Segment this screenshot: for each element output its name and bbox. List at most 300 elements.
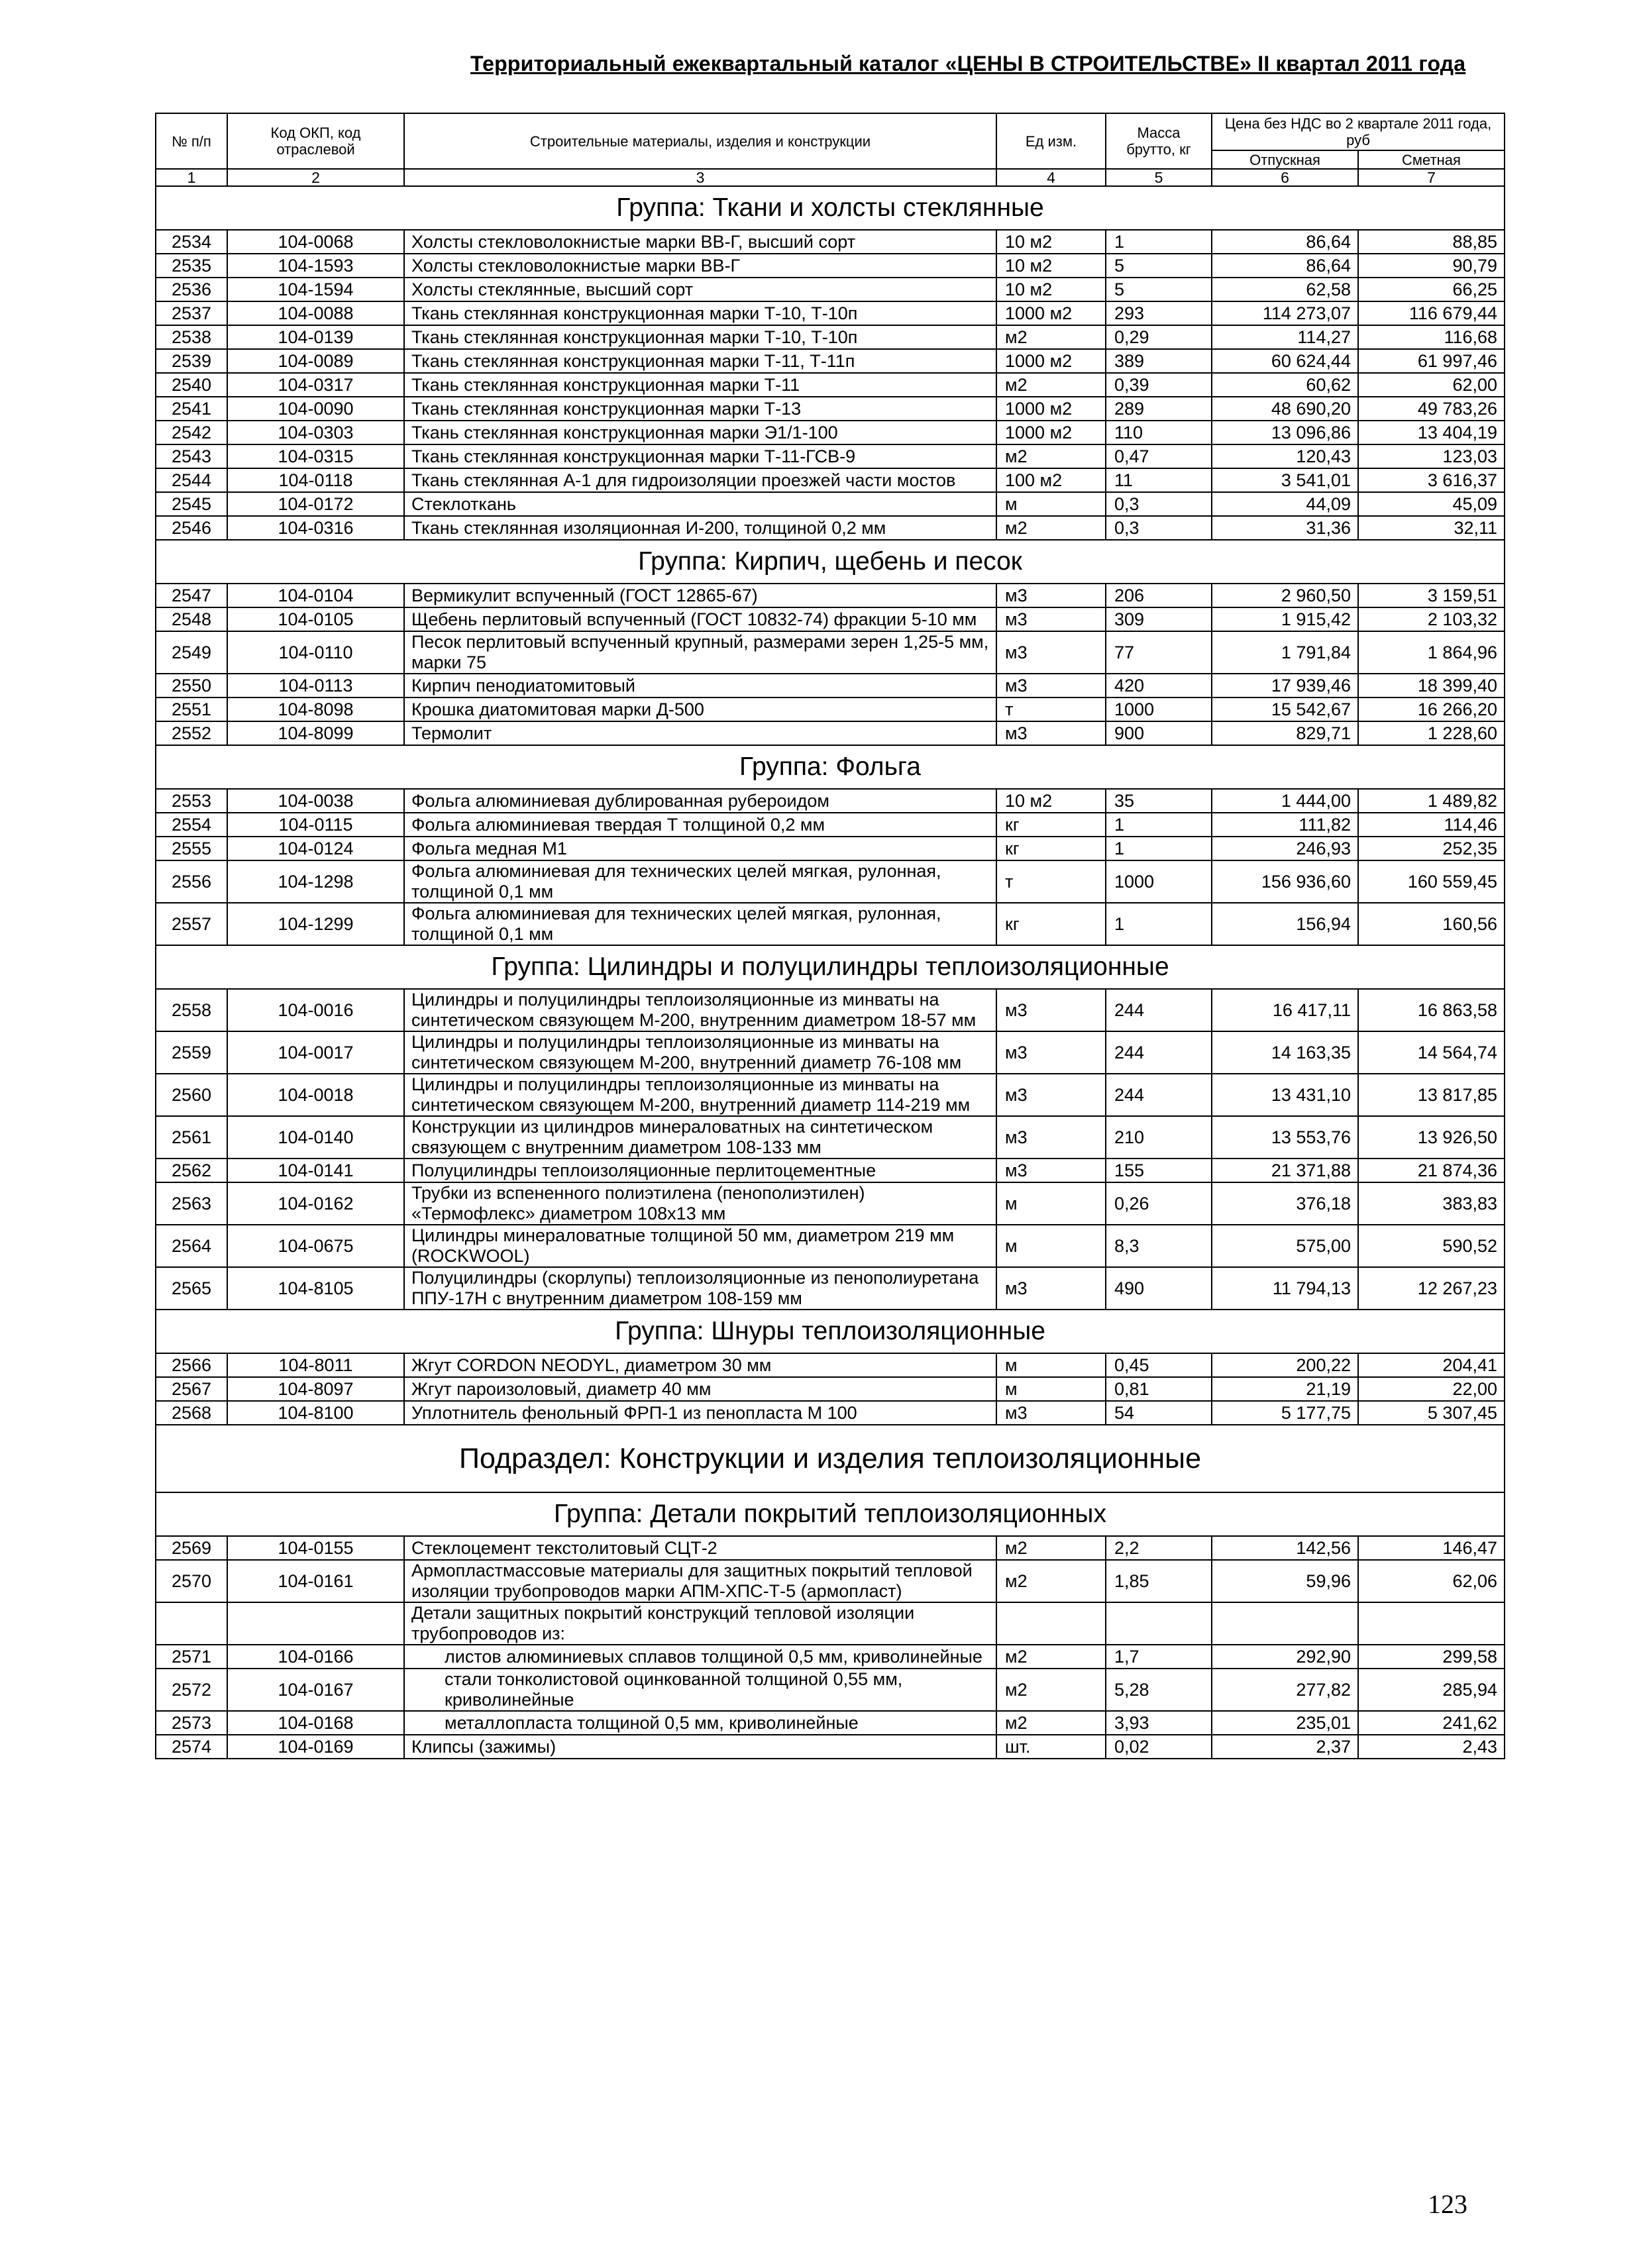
unit-cell: кг xyxy=(996,813,1106,837)
row-number-cell: 2555 xyxy=(156,837,227,860)
table-row xyxy=(156,301,1505,325)
name-cell: металлопласта толщиной 0,5 мм, криволинейные xyxy=(404,1711,996,1735)
table-row xyxy=(156,697,1505,721)
col-number: 5 xyxy=(1106,169,1212,186)
mass-cell: 1000 xyxy=(1106,860,1212,903)
price-estimate-cell: 16 266,20 xyxy=(1358,697,1505,721)
name-cell: Ткань стеклянная конструкционная марки Т-10, Т-10п xyxy=(404,301,996,325)
mass-cell: 0,26 xyxy=(1106,1182,1212,1225)
mass-cell: 244 xyxy=(1106,1074,1212,1116)
price-release-cell: 235,01 xyxy=(1212,1711,1358,1735)
table-row xyxy=(156,989,1505,1031)
code-cell: 104-1593 xyxy=(227,254,404,278)
mass-cell: 5,28 xyxy=(1106,1669,1212,1711)
code-cell: 104-0113 xyxy=(227,674,404,697)
table-row xyxy=(156,1669,1505,1711)
name-cell: Армопластмассовые материалы для защитных покрытий тепловой изоляции трубопроводов марки АПМ-ХПС-Т-5 (армопласт) xyxy=(404,1560,996,1602)
row-number-cell: 2534 xyxy=(156,230,227,254)
name-cell: Термолит xyxy=(404,721,996,745)
code-cell: 104-0115 xyxy=(227,813,404,837)
mass-cell: 2,2 xyxy=(1106,1536,1212,1560)
price-estimate-cell: 12 267,23 xyxy=(1358,1267,1505,1310)
table-row xyxy=(156,1074,1505,1116)
price-release-cell: 1 444,00 xyxy=(1212,789,1358,813)
row-number-cell: 2570 xyxy=(156,1560,227,1602)
unit-cell: м2 xyxy=(996,1711,1106,1735)
name-cell: Фольга алюминиевая твердая Т толщиной 0,2 мм xyxy=(404,813,996,837)
col-unit-header: Ед изм. xyxy=(996,113,1106,169)
row-number-cell: 2560 xyxy=(156,1074,227,1116)
code-cell: 104-8097 xyxy=(227,1377,404,1401)
price-estimate-cell: 49 783,26 xyxy=(1358,397,1505,421)
table-row xyxy=(156,1267,1505,1310)
table-row xyxy=(156,674,1505,697)
group-row xyxy=(156,186,1505,230)
table-row xyxy=(156,325,1505,349)
unit-cell: м3 xyxy=(996,1267,1106,1310)
name-cell: стали тонколистовой оцинкованной толщиной 0,55 мм, криволинейные xyxy=(404,1669,996,1711)
name-cell: Цилиндры и полуцилиндры теплоизоляционные из минваты на синтетическом связующем М-200, внутренний диаметр 76-108 мм xyxy=(404,1031,996,1074)
col-number: 4 xyxy=(996,169,1106,186)
price-estimate-cell: 5 307,45 xyxy=(1358,1401,1505,1425)
unit-cell: т xyxy=(996,697,1106,721)
row-number-cell: 2562 xyxy=(156,1159,227,1182)
price-estimate-cell: 13 404,19 xyxy=(1358,421,1505,444)
name-cell: Конструкции из цилиндров минераловатных на синтетическом связующем с внутренним диаметром 108-133 мм xyxy=(404,1116,996,1159)
unit-cell: м2 xyxy=(996,1536,1106,1560)
price-estimate-cell: 66,25 xyxy=(1358,278,1505,301)
mass-cell: 35 xyxy=(1106,789,1212,813)
code-cell: 104-0162 xyxy=(227,1182,404,1225)
unit-cell: м3 xyxy=(996,631,1106,674)
table-row xyxy=(156,1159,1505,1182)
table-row xyxy=(156,1182,1505,1225)
mass-cell: 210 xyxy=(1106,1116,1212,1159)
row-number-cell: 2546 xyxy=(156,516,227,540)
mass-cell: 1 xyxy=(1106,813,1212,837)
table-row xyxy=(156,349,1505,373)
name-cell: Песок перлитовый вспученный крупный, размерами зерен 1,25-5 мм, марки 75 xyxy=(404,631,996,674)
mass-cell: 244 xyxy=(1106,989,1212,1031)
price-estimate-cell: 16 863,58 xyxy=(1358,989,1505,1031)
code-cell: 104-0315 xyxy=(227,444,404,468)
unit-cell: м3 xyxy=(996,674,1106,697)
price-estimate-cell: 62,00 xyxy=(1358,373,1505,397)
mass-cell: 1,7 xyxy=(1106,1645,1212,1669)
price-estimate-cell: 3 159,51 xyxy=(1358,584,1505,607)
price-release-cell: 575,00 xyxy=(1212,1225,1358,1267)
name-cell: Ткань стеклянная конструкционная марки Т-11-ГСВ-9 xyxy=(404,444,996,468)
row-number-cell: 2559 xyxy=(156,1031,227,1074)
mass-cell: 244 xyxy=(1106,1031,1212,1074)
table-row xyxy=(156,813,1505,837)
unit-cell: м xyxy=(996,1377,1106,1401)
mass-cell: 0,29 xyxy=(1106,325,1212,349)
code-cell: 104-0675 xyxy=(227,1225,404,1267)
price-release-cell: 5 177,75 xyxy=(1212,1401,1358,1425)
row-number-cell: 2566 xyxy=(156,1353,227,1377)
table-row xyxy=(156,721,1505,745)
name-cell: Стеклоткань xyxy=(404,492,996,516)
unit-cell: м xyxy=(996,1225,1106,1267)
code-cell: 104-0118 xyxy=(227,468,404,492)
code-cell: 104-0018 xyxy=(227,1074,404,1116)
price-release-cell: 31,36 xyxy=(1212,516,1358,540)
mass-cell: 0,81 xyxy=(1106,1377,1212,1401)
price-release-cell: 246,93 xyxy=(1212,837,1358,860)
code-cell: 104-0088 xyxy=(227,301,404,325)
mass-cell: 110 xyxy=(1106,421,1212,444)
unit-cell: шт. xyxy=(996,1735,1106,1759)
code-cell: 104-8100 xyxy=(227,1401,404,1425)
subsection-title: Подраздел: Конструкции и изделия теплоизоляционные xyxy=(156,1425,1505,1492)
price-estimate-cell: 18 399,40 xyxy=(1358,674,1505,697)
mass-cell: 293 xyxy=(1106,301,1212,325)
table-row xyxy=(156,1711,1505,1735)
row-number-cell: 2558 xyxy=(156,989,227,1031)
mass-cell: 11 xyxy=(1106,468,1212,492)
mass-cell: 289 xyxy=(1106,397,1212,421)
name-cell: Кирпич пенодиатомитовый xyxy=(404,674,996,697)
price-table xyxy=(155,113,1505,1759)
row-number-cell: 2574 xyxy=(156,1735,227,1759)
name-cell: Холсты стекловолокнистые марки ВВ-Г xyxy=(404,254,996,278)
code-cell: 104-0090 xyxy=(227,397,404,421)
group-row xyxy=(156,1492,1505,1536)
unit-cell: м2 xyxy=(996,325,1106,349)
table-row xyxy=(156,1401,1505,1425)
price-estimate-cell: 3 616,37 xyxy=(1358,468,1505,492)
unit-cell: м2 xyxy=(996,1645,1106,1669)
table-row xyxy=(156,1645,1505,1669)
name-cell: Фольга алюминиевая для технических целей мягкая, рулонная, толщиной 0,1 мм xyxy=(404,860,996,903)
page-number: 123 xyxy=(1428,2189,1467,2219)
table-row xyxy=(156,278,1505,301)
table-row xyxy=(156,516,1505,540)
group-row xyxy=(156,1310,1505,1353)
price-estimate-cell: 285,94 xyxy=(1358,1669,1505,1711)
price-release-cell: 62,58 xyxy=(1212,278,1358,301)
code-cell: 104-8105 xyxy=(227,1267,404,1310)
name-cell: Холсты стекловолокнистые марки ВВ-Г, высший сорт xyxy=(404,230,996,254)
col-number: 3 xyxy=(404,169,996,186)
name-cell: Вермикулит вспученный (ГОСТ 12865-67) xyxy=(404,584,996,607)
price-release-cell: 48 690,20 xyxy=(1212,397,1358,421)
table-row xyxy=(156,903,1505,945)
table-row xyxy=(156,1353,1505,1377)
unit-cell: 1000 м2 xyxy=(996,421,1106,444)
mass-cell: 0,39 xyxy=(1106,373,1212,397)
row-number-cell: 2564 xyxy=(156,1225,227,1267)
price-release-cell: 292,90 xyxy=(1212,1645,1358,1669)
price-estimate-cell: 1 864,96 xyxy=(1358,631,1505,674)
col-number: 2 xyxy=(227,169,404,186)
unit-cell: м3 xyxy=(996,1074,1106,1116)
price-estimate-cell: 123,03 xyxy=(1358,444,1505,468)
row-number-cell: 2557 xyxy=(156,903,227,945)
unit-cell: кг xyxy=(996,903,1106,945)
group-title: Группа: Шнуры теплоизоляционные xyxy=(156,1310,1505,1353)
table-row xyxy=(156,584,1505,607)
table-row xyxy=(156,1536,1505,1560)
price-estimate-cell: 13 926,50 xyxy=(1358,1116,1505,1159)
price-estimate-cell: 299,58 xyxy=(1358,1645,1505,1669)
code-cell: 104-0016 xyxy=(227,989,404,1031)
mass-cell: 1000 xyxy=(1106,697,1212,721)
row-number-cell: 2549 xyxy=(156,631,227,674)
price-release-cell: 13 553,76 xyxy=(1212,1116,1358,1159)
unit-cell: м2 xyxy=(996,516,1106,540)
unit-cell xyxy=(996,1602,1106,1645)
name-cell: Ткань стеклянная изоляционная И-200, толщиной 0,2 мм xyxy=(404,516,996,540)
price-estimate-cell: 160 559,45 xyxy=(1358,860,1505,903)
mass-cell: 420 xyxy=(1106,674,1212,697)
table-row xyxy=(156,1116,1505,1159)
mass-cell: 5 xyxy=(1106,254,1212,278)
price-release-cell: 2,37 xyxy=(1212,1735,1358,1759)
row-number-cell: 2572 xyxy=(156,1669,227,1711)
unit-cell: м3 xyxy=(996,1401,1106,1425)
table-row xyxy=(156,631,1505,674)
table-row xyxy=(156,254,1505,278)
name-cell: Полуцилиндры (скорлупы) теплоизоляционные из пенополиуретана ППУ-17Н с внутренним диаметром 108-159 мм xyxy=(404,1267,996,1310)
group-row xyxy=(156,945,1505,989)
row-number-cell: 2567 xyxy=(156,1377,227,1401)
price-estimate-cell: 160,56 xyxy=(1358,903,1505,945)
table-row xyxy=(156,230,1505,254)
col-price-estimate-header: Сметная xyxy=(1358,150,1505,169)
name-cell: Ткань стеклянная А-1 для гидроизоляции проезжей части мостов xyxy=(404,468,996,492)
name-cell: Щебень перлитовый вспученный (ГОСТ 10832-74) фракции 5-10 мм xyxy=(404,607,996,631)
unit-cell: 10 м2 xyxy=(996,254,1106,278)
row-number-cell: 2553 xyxy=(156,789,227,813)
code-cell: 104-0038 xyxy=(227,789,404,813)
code-cell: 104-0161 xyxy=(227,1560,404,1602)
name-cell: Крошка диатомитовая марки Д-500 xyxy=(404,697,996,721)
unit-cell: м xyxy=(996,1182,1106,1225)
row-number-cell: 2538 xyxy=(156,325,227,349)
table-row xyxy=(156,607,1505,631)
name-cell: Ткань стеклянная конструкционная марки Э1/1-100 xyxy=(404,421,996,444)
price-release-cell: 1 791,84 xyxy=(1212,631,1358,674)
row-number-cell: 2551 xyxy=(156,697,227,721)
code-cell: 104-1594 xyxy=(227,278,404,301)
code-cell: 104-0155 xyxy=(227,1536,404,1560)
name-cell: Ткань стеклянная конструкционная марки Т-10, Т-10п xyxy=(404,325,996,349)
code-cell: 104-0316 xyxy=(227,516,404,540)
price-estimate-cell: 146,47 xyxy=(1358,1536,1505,1560)
price-release-cell: 16 417,11 xyxy=(1212,989,1358,1031)
row-number-cell: 2571 xyxy=(156,1645,227,1669)
code-cell: 104-0017 xyxy=(227,1031,404,1074)
name-cell: Детали защитных покрытий конструкций тепловой изоляции трубопроводов из: xyxy=(404,1602,996,1645)
name-cell: Стеклоцемент текстолитовый СЦТ-2 xyxy=(404,1536,996,1560)
row-number-cell: 2569 xyxy=(156,1536,227,1560)
group-title: Группа: Фольга xyxy=(156,745,1505,789)
col-number: 6 xyxy=(1212,169,1358,186)
row-number-cell: 2554 xyxy=(156,813,227,837)
row-number-cell: 2543 xyxy=(156,444,227,468)
code-cell: 104-0166 xyxy=(227,1645,404,1669)
row-number-cell: 2540 xyxy=(156,373,227,397)
price-release-cell: 86,64 xyxy=(1212,254,1358,278)
row-number-cell: 2548 xyxy=(156,607,227,631)
col-number: 7 xyxy=(1358,169,1505,186)
price-estimate-cell: 21 874,36 xyxy=(1358,1159,1505,1182)
unit-cell: м3 xyxy=(996,607,1106,631)
price-release-cell: 156 936,60 xyxy=(1212,860,1358,903)
name-cell: Ткань стеклянная конструкционная марки Т-11 xyxy=(404,373,996,397)
price-release-cell: 200,22 xyxy=(1212,1353,1358,1377)
name-cell: Жгут пароизоловый, диаметр 40 мм xyxy=(404,1377,996,1401)
mass-cell: 0,3 xyxy=(1106,516,1212,540)
col-price-group-header: Цена без НДС во 2 квартале 2011 года, руб xyxy=(1212,113,1505,150)
unit-cell: 1000 м2 xyxy=(996,301,1106,325)
row-number-cell: 2537 xyxy=(156,301,227,325)
price-release-cell: 13 096,86 xyxy=(1212,421,1358,444)
table-row xyxy=(156,1377,1505,1401)
code-cell: 104-1299 xyxy=(227,903,404,945)
unit-cell: 1000 м2 xyxy=(996,349,1106,373)
group-row xyxy=(156,745,1505,789)
name-cell: листов алюминиевых сплавов толщиной 0,5 мм, криволинейные xyxy=(404,1645,996,1669)
code-cell: 104-0110 xyxy=(227,631,404,674)
row-number-cell: 2545 xyxy=(156,492,227,516)
code-cell: 104-0104 xyxy=(227,584,404,607)
price-estimate-cell: 1 228,60 xyxy=(1358,721,1505,745)
group-row xyxy=(156,540,1505,584)
table-body xyxy=(156,186,1505,1759)
mass-cell: 389 xyxy=(1106,349,1212,373)
mass-cell: 54 xyxy=(1106,1401,1212,1425)
price-estimate-cell: 114,46 xyxy=(1358,813,1505,837)
mass-cell: 3,93 xyxy=(1106,1711,1212,1735)
unit-cell: м2 xyxy=(996,444,1106,468)
price-release-cell: 1 915,42 xyxy=(1212,607,1358,631)
code-cell: 104-0140 xyxy=(227,1116,404,1159)
table-row xyxy=(156,1560,1505,1602)
name-cell: Уплотнитель фенольный ФРП-1 из пенопласта М 100 xyxy=(404,1401,996,1425)
price-release-cell: 3 541,01 xyxy=(1212,468,1358,492)
price-estimate-cell: 2 103,32 xyxy=(1358,607,1505,631)
code-cell: 104-0167 xyxy=(227,1669,404,1711)
row-number-cell: 2563 xyxy=(156,1182,227,1225)
row-number-cell: 2541 xyxy=(156,397,227,421)
group-title: Группа: Детали покрытий теплоизоляционных xyxy=(156,1492,1505,1536)
price-estimate-cell: 204,41 xyxy=(1358,1353,1505,1377)
price-release-cell: 120,43 xyxy=(1212,444,1358,468)
table-row xyxy=(156,1031,1505,1074)
col-num-header: № п/п xyxy=(156,113,227,169)
price-estimate-cell: 22,00 xyxy=(1358,1377,1505,1401)
name-cell: Фольга алюминиевая дублированная рубероидом xyxy=(404,789,996,813)
mass-cell: 1 xyxy=(1106,903,1212,945)
name-cell: Цилиндры и полуцилиндры теплоизоляционные из минваты на синтетическом связующем М-200, внутренний диаметр 114-219 мм xyxy=(404,1074,996,1116)
unit-cell: м3 xyxy=(996,1031,1106,1074)
price-release-cell: 59,96 xyxy=(1212,1560,1358,1602)
table-row xyxy=(156,373,1505,397)
price-release-cell: 17 939,46 xyxy=(1212,674,1358,697)
row-number-cell: 2561 xyxy=(156,1116,227,1159)
unit-cell: 10 м2 xyxy=(996,230,1106,254)
price-release-cell: 142,56 xyxy=(1212,1536,1358,1560)
mass-cell: 1 xyxy=(1106,230,1212,254)
unit-cell: 100 м2 xyxy=(996,468,1106,492)
mass-cell: 0,3 xyxy=(1106,492,1212,516)
price-release-cell: 21,19 xyxy=(1212,1377,1358,1401)
name-cell: Клипсы (зажимы) xyxy=(404,1735,996,1759)
code-cell: 104-1298 xyxy=(227,860,404,903)
price-estimate-cell: 590,52 xyxy=(1358,1225,1505,1267)
mass-cell: 900 xyxy=(1106,721,1212,745)
price-release-cell: 14 163,35 xyxy=(1212,1031,1358,1074)
mass-cell: 0,47 xyxy=(1106,444,1212,468)
code-cell: 104-0303 xyxy=(227,421,404,444)
table-row xyxy=(156,468,1505,492)
price-release-cell: 277,82 xyxy=(1212,1669,1358,1711)
table-row xyxy=(156,1602,1505,1645)
col-code-header: Код ОКП, код отраслевой xyxy=(227,113,404,169)
unit-cell: м3 xyxy=(996,1159,1106,1182)
unit-cell: кг xyxy=(996,837,1106,860)
code-cell: 104-8011 xyxy=(227,1353,404,1377)
code-cell: 104-0139 xyxy=(227,325,404,349)
price-release-cell: 44,09 xyxy=(1212,492,1358,516)
code-cell: 104-0124 xyxy=(227,837,404,860)
catalog-header: Территориальный ежеквартальный каталог «ЦЕНЫ В СТРОИТЕЛЬСТВЕ» II квартал 2011 года xyxy=(470,52,1466,76)
mass-cell: 155 xyxy=(1106,1159,1212,1182)
row-number-cell: 2556 xyxy=(156,860,227,903)
unit-cell: м2 xyxy=(996,1669,1106,1711)
row-number-cell: 2547 xyxy=(156,584,227,607)
table-row xyxy=(156,1735,1505,1759)
code-cell: 104-8098 xyxy=(227,697,404,721)
table-row xyxy=(156,421,1505,444)
row-number-cell: 2568 xyxy=(156,1401,227,1425)
price-release-cell: 156,94 xyxy=(1212,903,1358,945)
code-cell xyxy=(227,1602,404,1645)
name-cell: Полуцилиндры теплоизоляционные перлитоцементные xyxy=(404,1159,996,1182)
unit-cell: м2 xyxy=(996,373,1106,397)
unit-cell: м3 xyxy=(996,584,1106,607)
unit-cell: м3 xyxy=(996,1116,1106,1159)
unit-cell: 1000 м2 xyxy=(996,397,1106,421)
mass-cell: 0,02 xyxy=(1106,1735,1212,1759)
price-release-cell: 60,62 xyxy=(1212,373,1358,397)
col-number: 1 xyxy=(156,169,227,186)
code-cell: 104-0105 xyxy=(227,607,404,631)
price-estimate-cell: 241,62 xyxy=(1358,1711,1505,1735)
unit-cell: м xyxy=(996,492,1106,516)
price-estimate-cell: 45,09 xyxy=(1358,492,1505,516)
row-number-cell: 2539 xyxy=(156,349,227,373)
row-number-cell: 2573 xyxy=(156,1711,227,1735)
code-cell: 104-0141 xyxy=(227,1159,404,1182)
unit-cell: т xyxy=(996,860,1106,903)
unit-cell: м3 xyxy=(996,721,1106,745)
unit-cell: 10 м2 xyxy=(996,278,1106,301)
mass-cell: 77 xyxy=(1106,631,1212,674)
mass-cell: 206 xyxy=(1106,584,1212,607)
mass-cell: 309 xyxy=(1106,607,1212,631)
table-header xyxy=(156,113,1505,186)
code-cell: 104-0169 xyxy=(227,1735,404,1759)
price-release-cell: 114 273,07 xyxy=(1212,301,1358,325)
price-estimate-cell: 383,83 xyxy=(1358,1182,1505,1225)
price-estimate-cell: 13 817,85 xyxy=(1358,1074,1505,1116)
unit-cell: м2 xyxy=(996,1560,1106,1602)
mass-cell: 1 xyxy=(1106,837,1212,860)
